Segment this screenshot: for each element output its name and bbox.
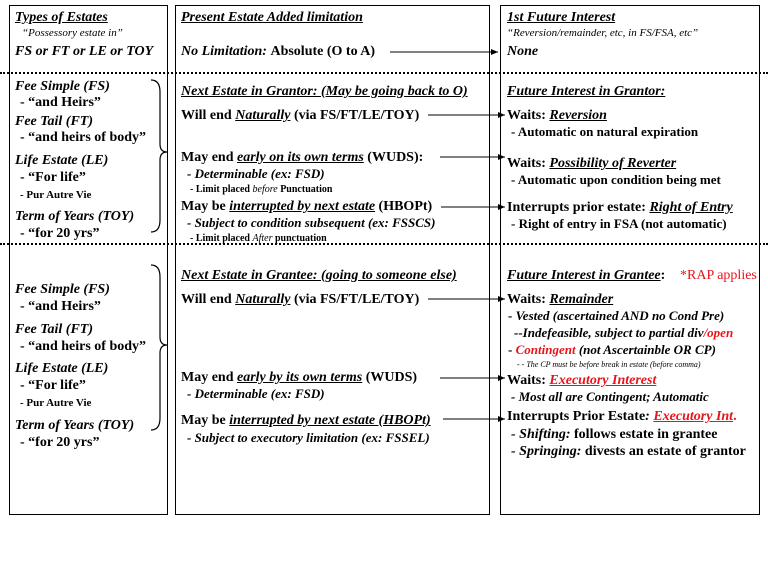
roe-underlined: Right of Entry — [649, 200, 733, 215]
grantor-ft: Fee Tail (FT) — [15, 114, 94, 129]
natural-post: (via FS/FT/LE/TOY) — [290, 108, 420, 123]
grantee-ft: Fee Tail (FT) — [15, 322, 94, 337]
contingent-word: Contingent — [515, 342, 576, 357]
interrupted-underlined: interrupted by next estate — [229, 199, 376, 214]
grantee-natural-underlined: Naturally — [235, 292, 291, 307]
int-colon: : — [645, 409, 654, 424]
grantee-le-words: - “For life” — [20, 378, 86, 393]
cp-note: - - The CP must be before break in estate (before comma) — [517, 360, 701, 369]
col3-subheader: “Reversion/remainder, etc, in FS/FSA, etc” — [507, 27, 699, 39]
roe-sub: - Right of entry in FSA (not automatic) — [511, 216, 727, 231]
future-grantor-title: Future Interest in Grantor: — [507, 84, 666, 99]
grantor-toy: Term of Years (TOY) — [15, 209, 135, 224]
col1-header: Types of Estates — [15, 10, 108, 25]
grantor-determinable: - Determinable (ex: FSD) — [187, 166, 325, 181]
limit-after-pre: - Limit placed — [190, 233, 253, 244]
int-dot: . — [733, 409, 737, 424]
grantor-fs-words: - “and Heirs” — [20, 95, 101, 110]
reversion-sub: - Automatic on natural expiration — [511, 124, 699, 139]
brace-grantee — [151, 265, 167, 430]
no-limitation-value: Absolute (O to A) — [270, 44, 376, 59]
shifting-post: follows estate in grantee — [570, 427, 718, 442]
grantor-fs: Fee Simple (FS) — [15, 79, 110, 94]
grantee-executory-limitation: - Subject to executory limitation (ex: FSSEL) — [187, 430, 430, 445]
interrupted-post: (HBOPt) — [375, 199, 433, 214]
int-pre: Interrupts Prior Estate — [507, 409, 646, 424]
grantee-early-pre: May end — [181, 370, 237, 385]
col2-header: Present Estate Added limitation — [181, 10, 363, 25]
vested: - Vested (ascertained AND no Cond Pre) — [508, 308, 725, 323]
shifting-word: - Shifting: — [511, 427, 571, 442]
grantee-le: Life Estate (LE) — [15, 361, 109, 376]
grantee-toy-words: - “for 20 yrs” — [20, 435, 100, 450]
col1-subheader: “Possessory estate in” — [22, 27, 123, 39]
por-sub: - Automatic upon condition being met — [511, 172, 721, 187]
grantee-fs-words: - “and Heirs” — [20, 299, 101, 314]
grantee-determinable: - Determinable (ex: FSD) — [187, 386, 325, 401]
future-grantee-title-text: Future Interest in Grantee — [507, 268, 661, 283]
interrupted-pre: May be — [181, 199, 230, 214]
brace-grantor — [151, 80, 167, 232]
springing-word: - Springing: — [511, 444, 582, 459]
grantor-section-title: Next Estate in Grantor: (May be going back to O) — [181, 84, 468, 99]
grantor-scs: - Subject to condition subsequent (ex: FSSCS) — [187, 215, 436, 230]
grantee-toy: Term of Years (TOY) — [15, 418, 135, 433]
int-underlined: Executory Int — [653, 409, 734, 424]
limit-before-pre: - Limit placed — [190, 184, 253, 195]
grantor-ft-words: - “and heirs of body” — [20, 130, 147, 145]
grantor-le-words: - “For life” — [20, 170, 86, 185]
grantee-natural-pre: Will end — [181, 292, 236, 307]
grantee-natural-post: (via FS/FT/LE/TOY) — [290, 292, 420, 307]
grantor-toy-words: - “for 20 yrs” — [20, 226, 100, 241]
grantee-early-underlined: early by its own terms — [237, 370, 363, 385]
contingent-dash: - — [508, 342, 516, 357]
grantee-interrupted-underlined: interrupted by next estate (HBOPt) — [229, 413, 431, 428]
limit-after-post: punctuation — [272, 233, 327, 244]
grantor-pav: - Pur Autre Vie — [20, 189, 92, 201]
early-pre: May end — [181, 150, 237, 165]
springing-post: divests an estate of grantor — [581, 444, 746, 459]
natural-underlined: Naturally — [235, 108, 291, 123]
grantee-pav: - Pur Autre Vie — [20, 397, 92, 409]
early-post: (WUDS): — [363, 150, 424, 165]
reversion-underlined: Reversion — [549, 108, 607, 123]
early-underlined: early on its own terms — [237, 150, 364, 165]
most-contingent: - Most all are Contingent; Automatic — [511, 389, 709, 404]
por-pre: Waits: — [507, 156, 550, 171]
col3-header: 1st Future Interest — [507, 10, 616, 25]
exi-underlined: Executory Interest — [549, 373, 657, 388]
limit-after-word: After — [252, 233, 273, 244]
future-grantee-colon: : — [660, 268, 666, 283]
indefeasible-text: --Indefeasible, subject to partial div — [514, 325, 704, 340]
grantee-ft-words: - “and heirs of body” — [20, 339, 147, 354]
grantee-early-post: (WUDS) — [362, 370, 418, 385]
limit-before-word: before — [252, 184, 278, 195]
contingent-post: (not Ascertainble OR CP) — [575, 342, 716, 357]
exi-pre: Waits: — [507, 373, 550, 388]
por-underlined: Possibility of Reverter — [549, 156, 677, 171]
remainder-underlined: Remainder — [549, 292, 614, 307]
roe-pre: Interrupts prior estate: — [507, 200, 650, 215]
remainder-pre: Waits: — [507, 292, 550, 307]
limit-before-post: Punctuation — [277, 184, 333, 195]
col1-types: FS or FT or LE or TOY — [15, 44, 154, 59]
natural-pre: Will end — [181, 108, 236, 123]
rap-applies: *RAP applies — [680, 268, 757, 283]
grantee-fs: Fee Simple (FS) — [15, 282, 110, 297]
reversion-pre: Waits: — [507, 108, 550, 123]
grantee-interrupted-pre: May be — [181, 413, 230, 428]
grantee-section-title: Next Estate in Grantee: (going to someone else) — [181, 268, 457, 283]
grantor-le: Life Estate (LE) — [15, 153, 109, 168]
col3-none: None — [507, 44, 539, 59]
no-limitation-label: No Limitation: — [181, 44, 267, 59]
indefeasible-open: /open — [703, 325, 734, 340]
